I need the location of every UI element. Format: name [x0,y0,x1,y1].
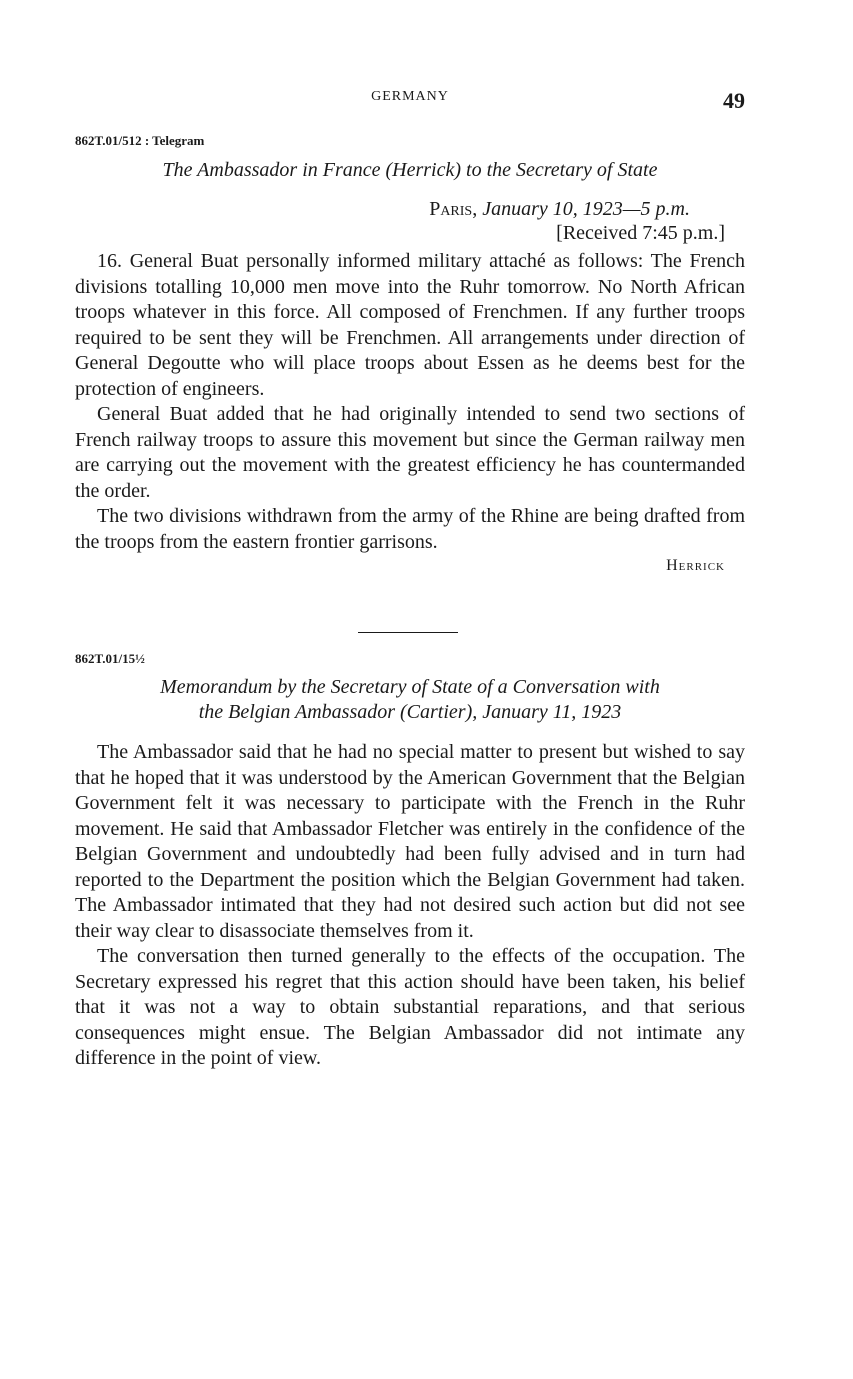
section-divider [75,632,745,633]
paragraph: 16. General Buat personally informed military attaché as follows: The French divisions totalling 10,000 men move into the Ruhr tomorrow. No North African troops whatever in this force. All composed of Frenchmen. If any further troops required to be sent they will be Frenchmen. All arrangements under direction of General Degoutte who will place troops about Essen as he deems best for the protection of engineers. [75,250,745,400]
running-title: GERMANY [371,89,449,104]
paragraph: General Buat added that he had originally intended to send two sections of French railway troops to assure this movement but since the German railway men are carrying out the movement with the greatest efficiency he has countermanded the order. [75,403,745,502]
dateline [75,197,745,221]
dateline-date: January 10, 1923—5 p.m. [482,198,690,220]
paragraph: The conversation then turned generally to the effects of the occupation. The Secretary expressed his regret that this action should have been taken, his belief that it was not a way to obtain substantial reparations, and that serious consequences might ensue. The Belgian Ambassador did not intimate any difference in the point of view. [75,945,745,1069]
signature: Herrick [666,557,725,574]
paragraph: The Ambassador said that he had no special matter to present but wished to say that he hoped that it was understood by the American Government that the Belgian Government felt it was necessary to participate with the French in the Ruhr movement. He said that Ambassador Fletcher was entirely in the confidence of the Belgian Government and undoubtedly had been fully advised and in turn had reported to the Department the position which the Belgian Government had taken. The Ambassador intimated that they had not desired such action but did not see their way clear to disassociate themselves from it. [75,741,745,942]
paragraph: The two divisions withdrawn from the army of the Rhine are being drafted from the troops from the eastern frontier garrisons. [75,505,745,553]
received-note: [Received 7:45 p.m.] [556,222,725,244]
document-title-line-2: the Belgian Ambassador (Cartier), January 11, 1923 [198,701,622,723]
memorandum-section [75,651,745,1072]
document-title-line-1: Memorandum by the Secretary of State of a Conversation with [160,676,660,698]
page-number: 49 [723,88,745,113]
running-head [75,88,745,112]
file-number: 862T.01/15½ [75,651,145,666]
document-title: The Ambassador in France (Herrick) to the Secretary of State [162,159,658,181]
dateline-place: Paris, [429,198,478,220]
file-number: 862T.01/512 : Telegram [75,133,205,148]
telegram-section [75,133,745,577]
